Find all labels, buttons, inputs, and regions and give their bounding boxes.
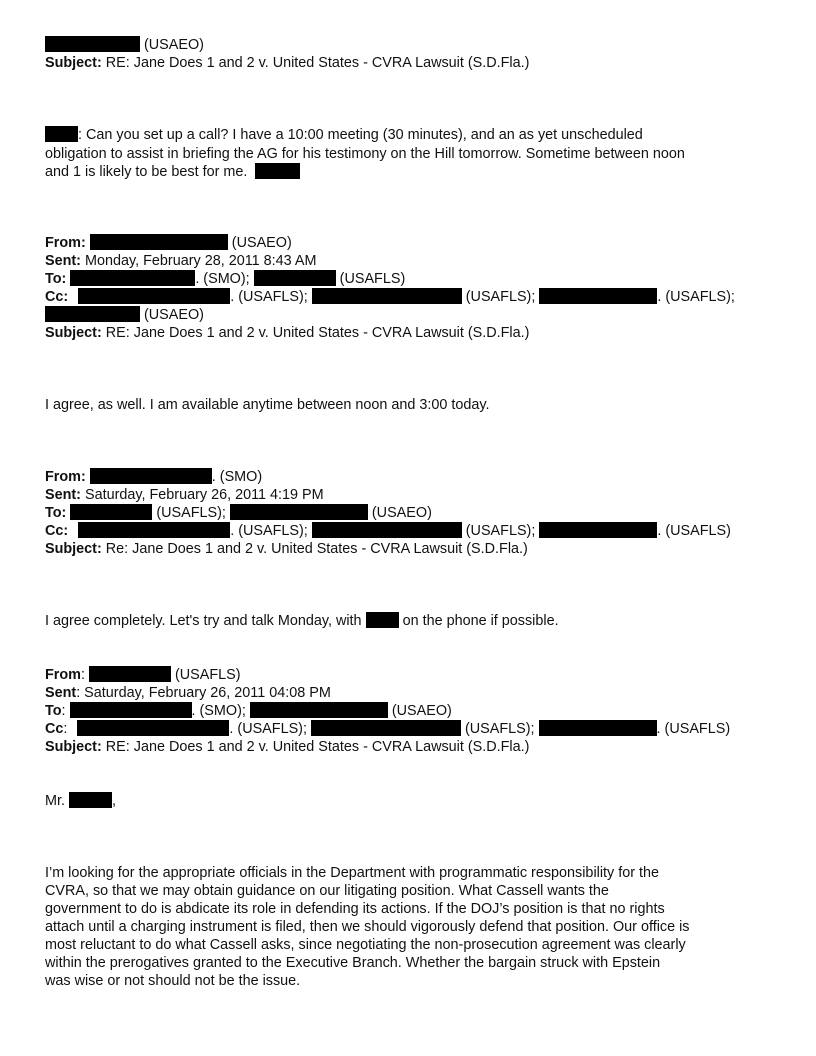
block4-from-line xyxy=(45,666,241,684)
block4-subject-line xyxy=(45,738,529,756)
redaction xyxy=(45,306,140,322)
block2-cc-b: (USAFLS); xyxy=(465,289,536,305)
block4-from-tail: (USAFLS) xyxy=(174,667,241,683)
msg1-text-2: obligation to assist in briefing the AG for his testimony on the Hill tomorrow. Sometime between noon xyxy=(45,146,685,162)
msg1-text-3: and 1 is likely to be best for me. xyxy=(45,164,248,180)
block2-cc-line xyxy=(45,288,735,306)
block4-cc-b: (USAFLS); xyxy=(464,721,535,737)
colon: : xyxy=(61,703,66,719)
msg4-text-6: within the prerogatives granted to the Executive Branch. Whether the bargain struck with Epstein xyxy=(45,955,661,971)
redaction xyxy=(70,504,152,520)
redaction xyxy=(90,468,212,484)
redaction xyxy=(539,720,657,736)
sent-label: Sent: xyxy=(45,487,81,503)
block1-subject-line xyxy=(45,54,529,72)
msg4-line1 xyxy=(45,864,659,882)
redaction xyxy=(230,504,368,520)
block2-subject: RE: Jane Does 1 and 2 v. United States - CVRA Lawsuit (S.D.Fla.) xyxy=(105,325,530,341)
redaction xyxy=(311,720,461,736)
redaction xyxy=(539,522,657,538)
block3-from-line xyxy=(45,468,262,486)
block3-to-a: (USAFLS); xyxy=(156,505,226,521)
block2-sent-line xyxy=(45,252,316,270)
redaction xyxy=(70,702,192,718)
msg4-text-4: attach until a charging instrument is filed, then we should vigorously defend that position. Our office is xyxy=(45,919,690,935)
subject-label: Subject: xyxy=(45,325,102,341)
redaction xyxy=(366,612,399,628)
cc-label: Cc: xyxy=(45,289,69,305)
from-label: From: xyxy=(45,469,86,485)
block1-from-line xyxy=(45,36,204,54)
msg4-line2 xyxy=(45,882,609,900)
block2-cc-line2 xyxy=(45,306,204,324)
subject-label: Subject: xyxy=(45,541,102,557)
redaction xyxy=(45,126,78,142)
redaction xyxy=(78,522,230,538)
msg3-line1 xyxy=(45,612,559,630)
subject-label: Subject: xyxy=(45,739,102,755)
to-label: To xyxy=(45,703,62,719)
block4-subject: RE: Jane Does 1 and 2 v. United States - CVRA Lawsuit (S.D.Fla.) xyxy=(105,739,530,755)
from-label: From: xyxy=(45,235,86,251)
block4-sent: : Saturday, February 26, 2011 04:08 PM xyxy=(76,685,331,701)
block4-to-b: (USAEO) xyxy=(391,703,452,719)
msg2-line1 xyxy=(45,396,490,414)
block3-subject: Re: Jane Does 1 and 2 v. United States - CVRA Lawsuit (S.D.Fla.) xyxy=(105,541,528,557)
msg4-text-5: most reluctant to do what Cassell asks, since negotiating the non-prosecution agreement was clearly xyxy=(45,937,686,953)
msg1-text-1: : Can you set up a call? I have a 10:00 meeting (30 minutes), and an as yet unscheduled xyxy=(78,127,643,143)
block2-to-a: . (SMO); xyxy=(195,271,250,287)
redaction xyxy=(69,792,112,808)
block3-subject-line xyxy=(45,540,528,558)
redaction xyxy=(312,522,462,538)
block2-from-tail: (USAEO) xyxy=(231,235,292,251)
colon: : xyxy=(63,721,68,737)
block3-cc-a: . (USAFLS); xyxy=(230,523,308,539)
block2-cc-c: . (USAFLS); xyxy=(657,289,735,305)
msg4-text-7: was wise or not should not be the issue. xyxy=(45,973,301,989)
msg4-line6 xyxy=(45,954,660,972)
redaction xyxy=(70,270,195,286)
block3-cc-c: . (USAFLS) xyxy=(657,523,731,539)
block3-from-tail: . (SMO) xyxy=(211,469,263,485)
block4-cc-c: . (USAFLS) xyxy=(656,721,731,737)
msg4-text-1: I’m looking for the appropriate officials in the Department with programmatic responsibility for the xyxy=(45,865,660,881)
colon: : xyxy=(80,667,85,683)
redaction xyxy=(78,288,230,304)
block3-sent-line xyxy=(45,486,324,504)
msg3-text-before: I agree completely. Let's try and talk Monday, with xyxy=(45,613,362,629)
block2-from-line xyxy=(45,234,292,252)
salutation-suffix: , xyxy=(111,793,116,809)
block2-to-b: (USAFLS) xyxy=(339,271,406,287)
block4-sent-line xyxy=(45,684,331,702)
sent-label: Sent xyxy=(45,685,77,701)
to-label: To: xyxy=(45,505,67,521)
redaction xyxy=(254,270,336,286)
redaction xyxy=(89,666,171,682)
msg4-text-2: CVRA, so that we may obtain guidance on our litigating position. What Cassell wants the xyxy=(45,883,609,899)
block3-to-line xyxy=(45,504,432,522)
msg2-text: I agree, as well. I am available anytime between noon and 3:00 today. xyxy=(45,397,490,413)
msg4-line5 xyxy=(45,936,686,954)
block3-sent: Saturday, February 26, 2011 4:19 PM xyxy=(84,487,324,503)
redaction xyxy=(45,36,140,52)
block4-cc-line xyxy=(45,720,730,738)
salutation-prefix: Mr. xyxy=(45,793,65,809)
redaction xyxy=(539,288,657,304)
subject-label: Subject: xyxy=(45,55,102,71)
from-label: From xyxy=(45,667,81,683)
redaction xyxy=(90,234,228,250)
to-label: To: xyxy=(45,271,67,287)
block4-to-line xyxy=(45,702,452,720)
msg4-line3 xyxy=(45,900,665,918)
block2-cc-a: . (USAFLS); xyxy=(230,289,308,305)
redaction xyxy=(77,720,229,736)
block1-from-tail: (USAEO) xyxy=(144,37,204,53)
block2-cc-d: (USAEO) xyxy=(144,307,204,323)
cc-label: Cc: xyxy=(45,523,69,539)
salutation-line xyxy=(45,792,116,810)
msg4-line4 xyxy=(45,918,689,936)
msg1-line2 xyxy=(45,145,685,163)
msg3-text-after: on the phone if possible. xyxy=(402,613,559,629)
redaction xyxy=(312,288,462,304)
msg1-line1 xyxy=(45,126,643,144)
msg1-line3 xyxy=(45,163,300,181)
block4-to-a: . (SMO); xyxy=(191,703,246,719)
block3-cc-b: (USAFLS); xyxy=(465,523,536,539)
block3-cc-line xyxy=(45,522,731,540)
sent-label: Sent: xyxy=(45,253,81,269)
redaction xyxy=(250,702,388,718)
block2-sent: Monday, February 28, 2011 8:43 AM xyxy=(84,253,317,269)
block2-subject-line xyxy=(45,324,529,342)
block1-subject: RE: Jane Does 1 and 2 v. United States - CVRA Lawsuit (S.D.Fla.) xyxy=(105,55,530,71)
msg4-text-3: government to do is abdicate its role in defending its actions. If the DOJ’s position is that no rights xyxy=(45,901,665,917)
block4-cc-a: . (USAFLS); xyxy=(229,721,307,737)
block3-to-b: (USAEO) xyxy=(371,505,432,521)
msg4-line7 xyxy=(45,972,300,990)
block2-to-line xyxy=(45,270,405,288)
redaction xyxy=(255,163,300,179)
cc-label: Cc xyxy=(45,721,64,737)
